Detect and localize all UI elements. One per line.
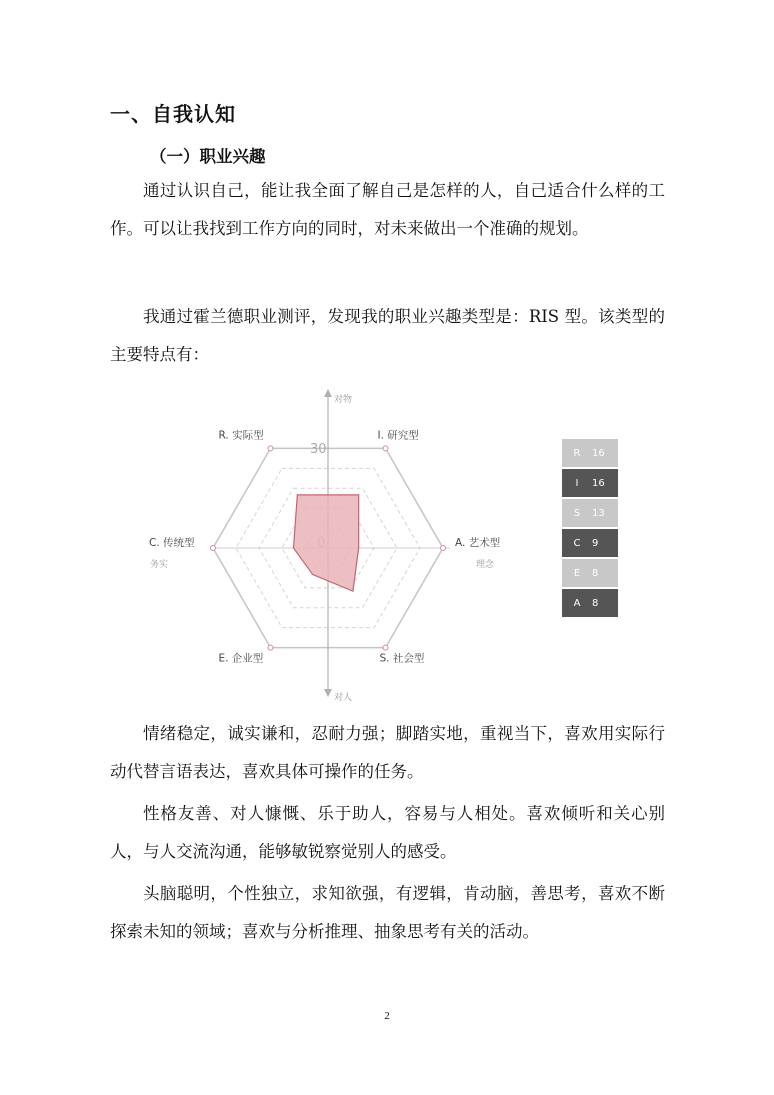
legend-row-i [562, 469, 618, 497]
legend-key: A [573, 597, 581, 609]
legend-value: 8 [592, 567, 599, 579]
top-arrow-icon [324, 389, 332, 397]
legend-row-a [562, 589, 618, 617]
vertex-label-c: C. 传统型 [149, 537, 195, 549]
axis-label-left: 务实 [150, 560, 169, 570]
axis-label-top: 对物 [334, 395, 353, 405]
vertex-dot-c [211, 546, 216, 551]
paragraph-trait-realistic: 情绪稳定，诚实谦和，忍耐力强；脚踏实地，重视当下，喜欢用实际行动代替言语表达，喜欢具体可操作的任务。 [110, 724, 665, 781]
legend-value: 16 [592, 447, 605, 459]
holland-radar-chart [140, 385, 540, 705]
legend-row-s [562, 499, 618, 527]
subsection-heading: （一）职业兴趣 [150, 147, 266, 166]
scale-max-label: 30 [310, 442, 327, 457]
vertex-label-i: I. 研究型 [377, 429, 419, 442]
legend-key: I [575, 477, 579, 489]
legend-row-c [562, 529, 618, 557]
section-heading: 一、自我认知 [110, 102, 236, 126]
vertex-label-e: E. 企业型 [218, 652, 264, 665]
paragraph-test-result: 我通过霍兰德职业测评，发现我的职业兴趣类型是：RIS 型。该类型的主要特点有： [110, 307, 665, 364]
legend-value: 9 [592, 537, 599, 549]
page-number: 2 [384, 1010, 390, 1022]
legend-key: C [573, 537, 581, 549]
legend-key: R [573, 447, 581, 459]
axis-label-right: 理念 [476, 560, 495, 570]
vertex-dot-s [383, 645, 388, 650]
legend-value: 13 [592, 507, 605, 519]
legend-value: 16 [592, 477, 605, 489]
vertex-dot-r [268, 446, 273, 451]
vertex-dot-e [268, 645, 273, 650]
paragraph-intro: 通过认识自己，能让我全面了解自己是怎样的人，自己适合什么样的工作。可以让我找到工作方向的同时，对未来做出一个准确的规划。 [110, 181, 665, 238]
legend-key: S [573, 507, 581, 519]
score-polygon [294, 495, 359, 591]
vertex-label-r: R. 实际型 [218, 429, 264, 442]
legend-row-e [562, 559, 618, 587]
legend-value: 8 [592, 597, 599, 609]
legend-key: E [573, 567, 581, 579]
axis-label-bottom: 对人 [334, 693, 353, 703]
paragraph-trait-social: 性格友善、对人慷慨、乐于助人，容易与人相处。喜欢倾听和关心别人，与人交流沟通，能够敏锐察觉别人的感受。 [110, 804, 665, 861]
bottom-arrow-icon [324, 689, 332, 697]
paragraph-trait-investigative: 头脑聪明，个性独立，求知欲强，有逻辑，肯动脑，善思考，喜欢不断探索未知的领域；喜欢与分析推理、抽象思考有关的活动。 [110, 884, 665, 941]
vertex-label-a: A. 艺术型 [455, 537, 501, 549]
vertex-dot-a [441, 546, 446, 551]
legend-row-r [562, 439, 618, 467]
vertex-label-s: S. 社会型 [379, 652, 425, 665]
vertex-dot-i [383, 446, 388, 451]
score-legend [562, 439, 618, 619]
